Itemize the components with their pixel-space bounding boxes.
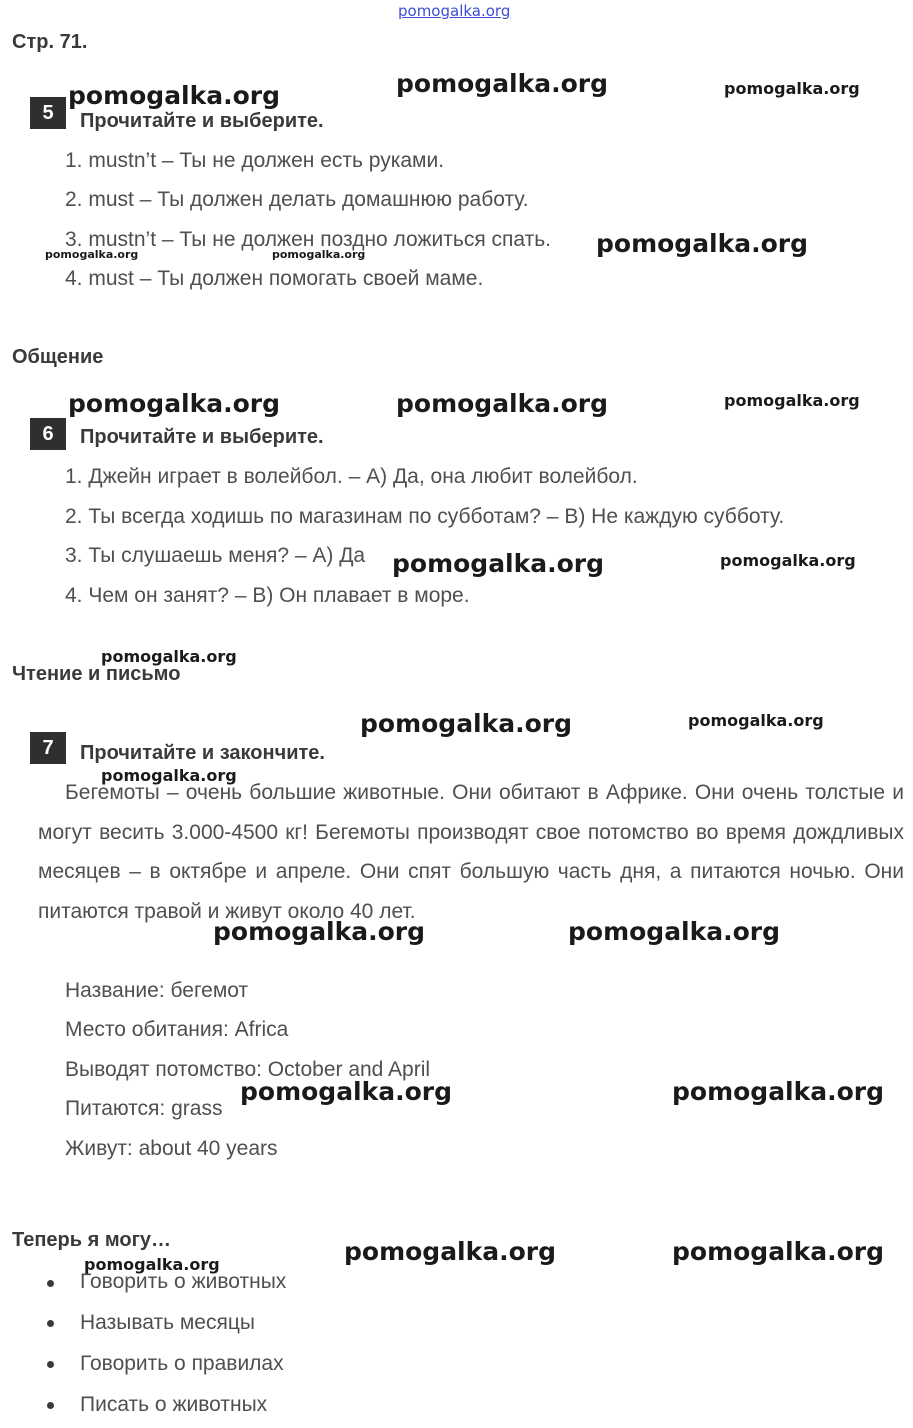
- can-list-item-2: Называть месяцы: [80, 1311, 255, 1334]
- watermark: pomogalka.org: [568, 917, 781, 946]
- exercise-6-item-3: 3. Ты слушаешь меня? – A) Да: [65, 544, 366, 567]
- watermark: pomogalka.org: [724, 391, 860, 410]
- exercise-7-field-food: Питаются: grass: [65, 1097, 223, 1120]
- watermark: pomogalka.org: [688, 711, 824, 730]
- watermark: pomogalka.org: [672, 1237, 885, 1266]
- exercise-7-paragraph: Бегемоты – очень большие животные. Они обитают в Африке. Они очень толстые и могут весить 3.000-4500 кг! Бегемоты производят свое потомство во время дождливых месяцев – в октябре и апреле. Они спят большую часть дня, а питаются ночью. Они питаются травой и живут около 40 лет.: [38, 781, 904, 923]
- exercise-6-title: Прочитайте и выберите.: [80, 426, 324, 448]
- section-now-i-can-heading: Теперь я могу…: [12, 1229, 172, 1251]
- section-communication-heading: Общение: [12, 346, 104, 368]
- watermark: pomogalka.org: [672, 1077, 885, 1106]
- watermark: pomogalka.org: [240, 1077, 453, 1106]
- watermark: pomogalka.org: [392, 549, 605, 578]
- exercise-5-item-3: 3. mustn’t – Ты не должен поздно ложиться спать.: [65, 228, 552, 251]
- watermark: pomogalka.org: [45, 248, 139, 261]
- watermark: pomogalka.org: [396, 69, 609, 98]
- watermark: pomogalka.org: [213, 917, 426, 946]
- exercise-7-field-name: Название: бегемот: [65, 979, 249, 1002]
- watermark: pomogalka.org: [84, 1255, 220, 1274]
- bullet-icon: [47, 1361, 54, 1368]
- exercise-5-item-1: 1. mustn’t – Ты не должен есть руками.: [65, 149, 445, 172]
- watermark: pomogalka.org: [68, 81, 281, 110]
- exercise-5-badge: 5: [30, 97, 66, 129]
- watermark: pomogalka.org: [724, 79, 860, 98]
- exercise-6-item-2: 2. Ты всегда ходишь по магазинам по субботам? – B) Не каждую субботу.: [65, 505, 785, 528]
- exercise-7-field-lifespan: Живут: about 40 years: [65, 1137, 278, 1160]
- exercise-7-title: Прочитайте и закончите.: [80, 742, 325, 764]
- watermark: pomogalka.org: [720, 551, 856, 570]
- exercise-7-field-offspring: Выводят потомство: October and April: [65, 1058, 431, 1081]
- watermark: pomogalka.org: [68, 389, 281, 418]
- can-list-item-1: Говорить о животных: [80, 1270, 287, 1293]
- watermark: pomogalka.org: [101, 766, 237, 785]
- section-reading-heading: Чтение и письмо: [12, 663, 181, 685]
- watermark-top-link[interactable]: pomogalka.org: [398, 2, 511, 20]
- can-list-item-4: Писать о животных: [80, 1393, 268, 1416]
- watermark: pomogalka.org: [344, 1237, 557, 1266]
- exercise-5-item-4: 4. must – Ты должен помогать своей маме.: [65, 267, 484, 290]
- watermark: pomogalka.org: [596, 229, 809, 258]
- exercise-6-item-4: 4. Чем он занят? – B) Он плавает в море.: [65, 584, 470, 607]
- bullet-icon: [47, 1402, 54, 1409]
- exercise-5-item-2: 2. must – Ты должен делать домашнюю работу.: [65, 188, 529, 211]
- watermark: pomogalka.org: [272, 248, 366, 261]
- bullet-icon: [47, 1320, 54, 1327]
- exercise-7-field-habitat: Место обитания: Africa: [65, 1018, 289, 1041]
- page-header: Стр. 71.: [12, 31, 88, 53]
- watermark: pomogalka.org: [360, 709, 573, 738]
- exercise-6-item-1: 1. Джейн играет в волейбол. – A) Да, она любит волейбол.: [65, 465, 638, 488]
- exercise-5-title: Прочитайте и выберите.: [80, 110, 324, 132]
- exercise-7-badge: 7: [30, 732, 66, 764]
- watermark: pomogalka.org: [101, 647, 237, 666]
- can-list-item-3: Говорить о правилах: [80, 1352, 284, 1375]
- watermark: pomogalka.org: [396, 389, 609, 418]
- exercise-6-badge: 6: [30, 418, 66, 450]
- bullet-icon: [47, 1280, 54, 1287]
